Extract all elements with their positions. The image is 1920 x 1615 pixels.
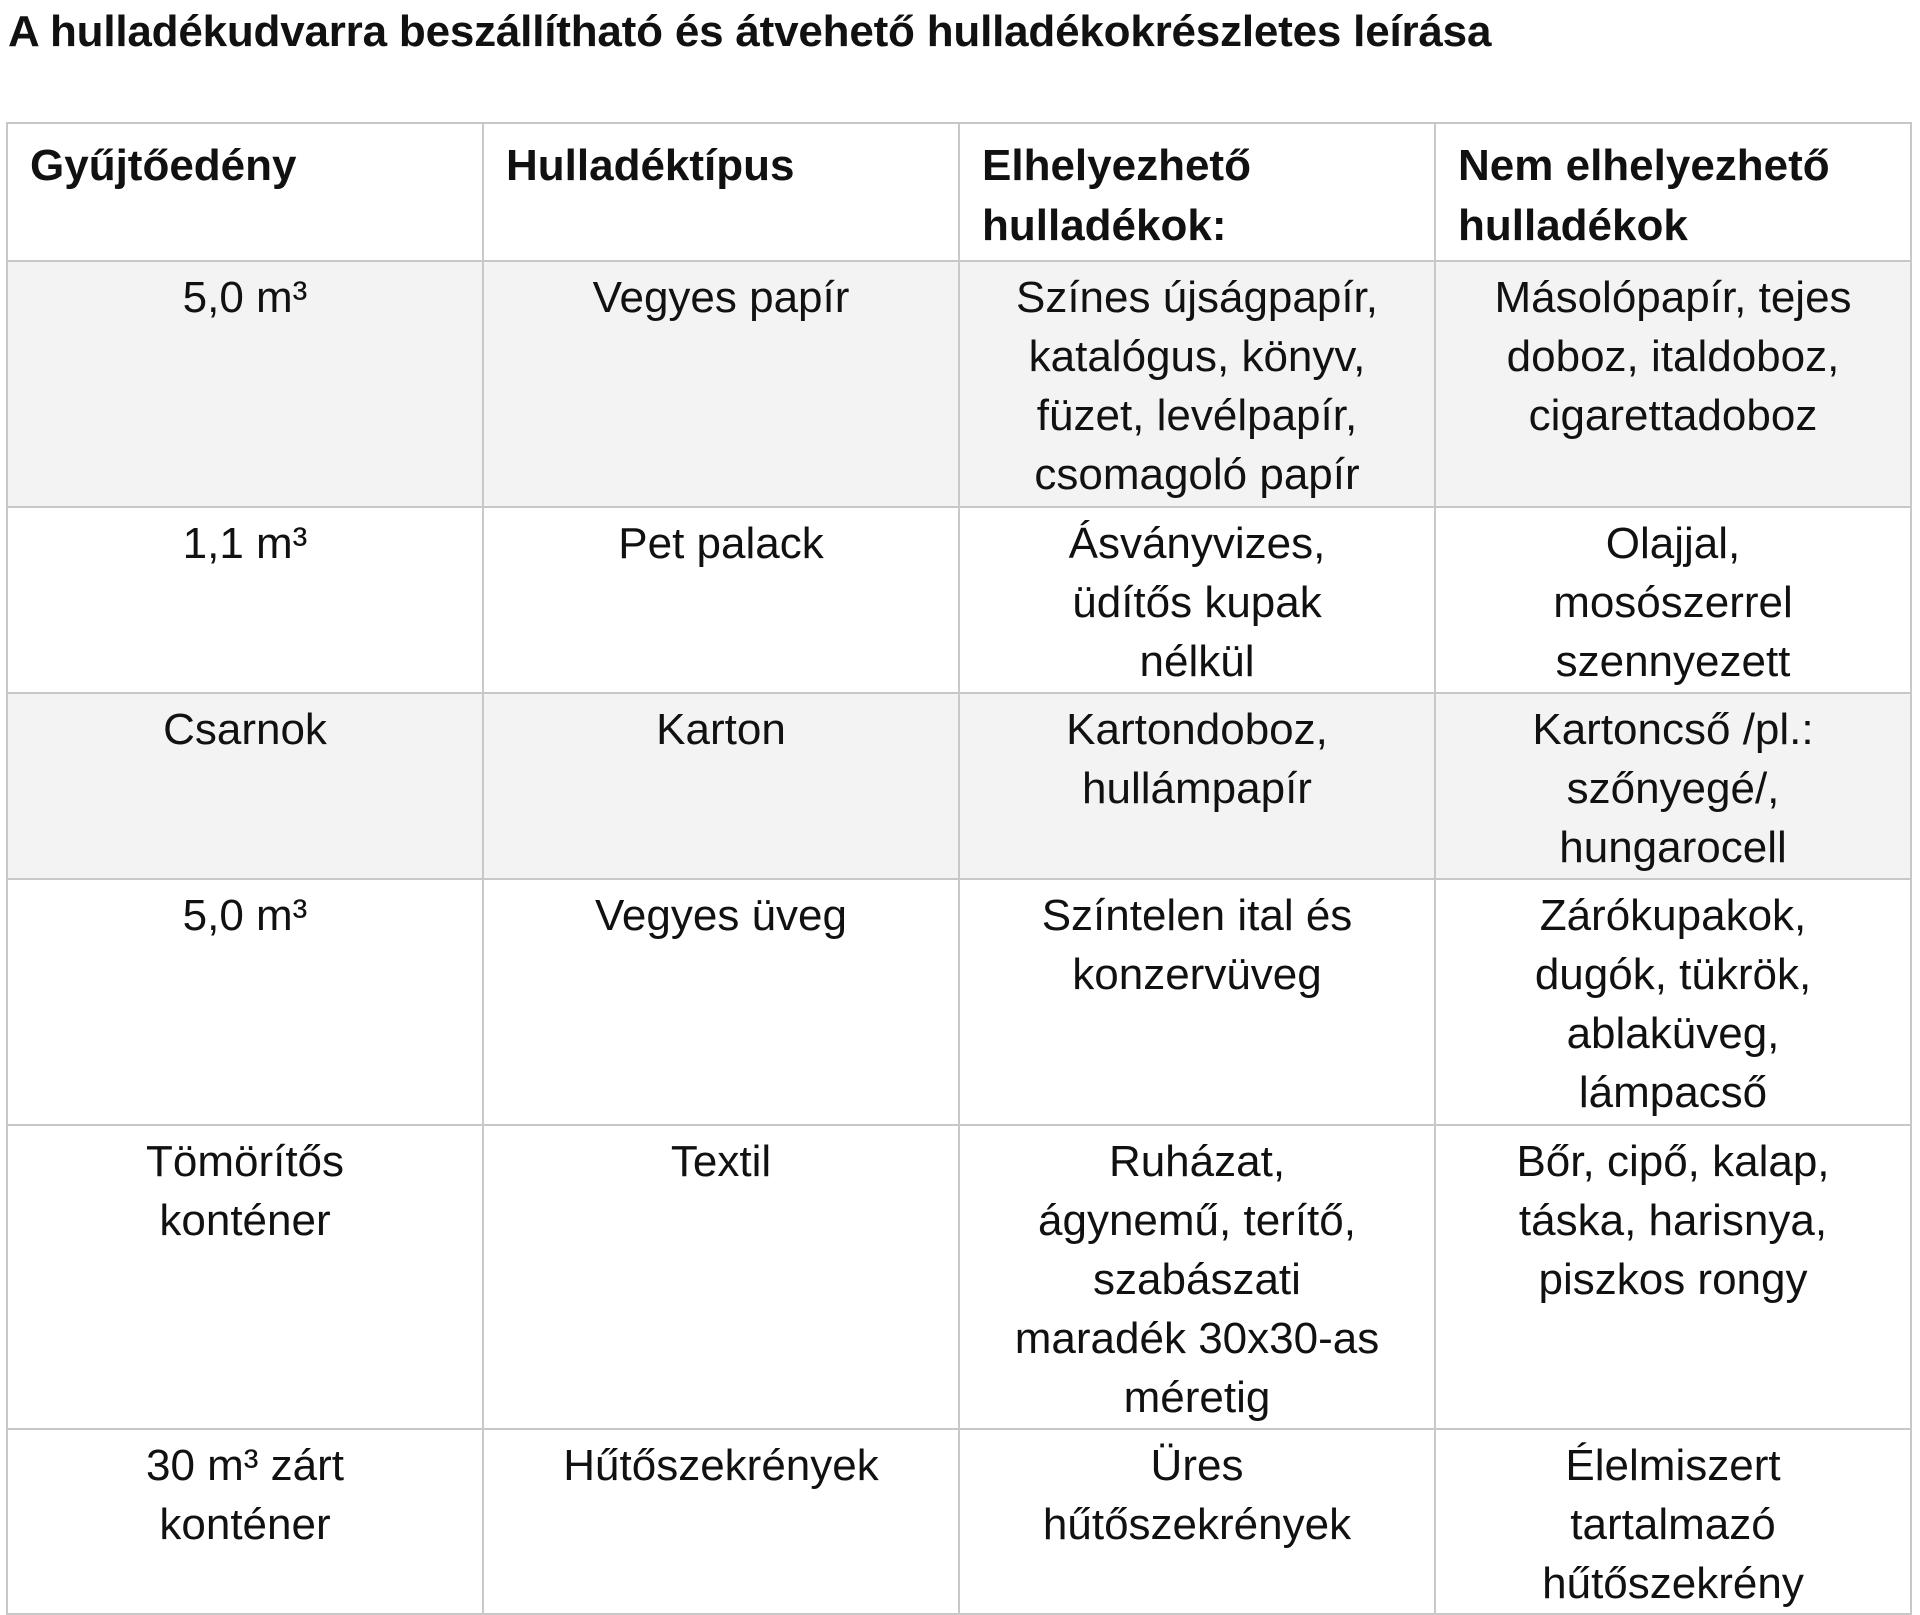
cell-not-allowed: Kartoncső /pl.: szőnyegé/, hungarocell: [1435, 693, 1911, 879]
header-allowed: Elhelyezhető hulladékok:: [959, 123, 1435, 261]
cell-waste-type: Textil: [483, 1125, 959, 1429]
cell-allowed: Üres hűtőszekrények: [959, 1429, 1435, 1614]
table-header-row: [7, 123, 1911, 261]
header-waste-type: Hulladéktípus: [483, 123, 959, 261]
header-not-allowed: Nem elhelyezhető hulladékok: [1435, 123, 1911, 261]
cell-allowed: Színes újságpapír, katalógus, könyv, füzet, levélpapír, csomagoló papír: [959, 261, 1435, 507]
cell-waste-type: Pet palack: [483, 507, 959, 693]
page-title: A hulladékudvarra beszállítható és átvehető hulladékokrészletes leírása: [8, 7, 1492, 56]
cell-not-allowed: Másolópapír, tejes doboz, italdoboz, cigarettadoboz: [1435, 261, 1911, 507]
cell-allowed: Színtelen ital és konzervüveg: [959, 879, 1435, 1125]
cell-container: 5,0 m³: [7, 879, 483, 1125]
table-row: [7, 693, 1911, 879]
cell-allowed: Kartondoboz, hullámpapír: [959, 693, 1435, 879]
cell-container: 5,0 m³: [7, 261, 483, 507]
cell-waste-type: Karton: [483, 693, 959, 879]
cell-allowed: Ásványvizes, üdítős kupak nélkül: [959, 507, 1435, 693]
cell-container: 30 m³ zárt konténer: [7, 1429, 483, 1614]
table-row: [7, 261, 1911, 507]
table-row: [7, 507, 1911, 693]
cell-waste-type: Vegyes papír: [483, 261, 959, 507]
waste-table: [6, 122, 1912, 1615]
table-row: [7, 879, 1911, 1125]
cell-container: Csarnok: [7, 693, 483, 879]
cell-not-allowed: Élelmiszert tartalmazó hűtőszekrény: [1435, 1429, 1911, 1614]
cell-container: Tömörítős konténer: [7, 1125, 483, 1429]
header-container: Gyűjtőedény: [7, 123, 483, 261]
cell-waste-type: Vegyes üveg: [483, 879, 959, 1125]
cell-not-allowed: Zárókupakok, dugók, tükrök, ablaküveg, lámpacső: [1435, 879, 1911, 1125]
cell-not-allowed: Olajjal, mosószerrel szennyezett: [1435, 507, 1911, 693]
cell-allowed: Ruházat, ágynemű, terítő, szabászati maradék 30x30-as méretig: [959, 1125, 1435, 1429]
cell-not-allowed: Bőr, cipő, kalap, táska, harisnya, piszkos rongy: [1435, 1125, 1911, 1429]
cell-waste-type: Hűtőszekrények: [483, 1429, 959, 1614]
table-row: [7, 1429, 1911, 1614]
table-row: [7, 1125, 1911, 1429]
cell-container: 1,1 m³: [7, 507, 483, 693]
